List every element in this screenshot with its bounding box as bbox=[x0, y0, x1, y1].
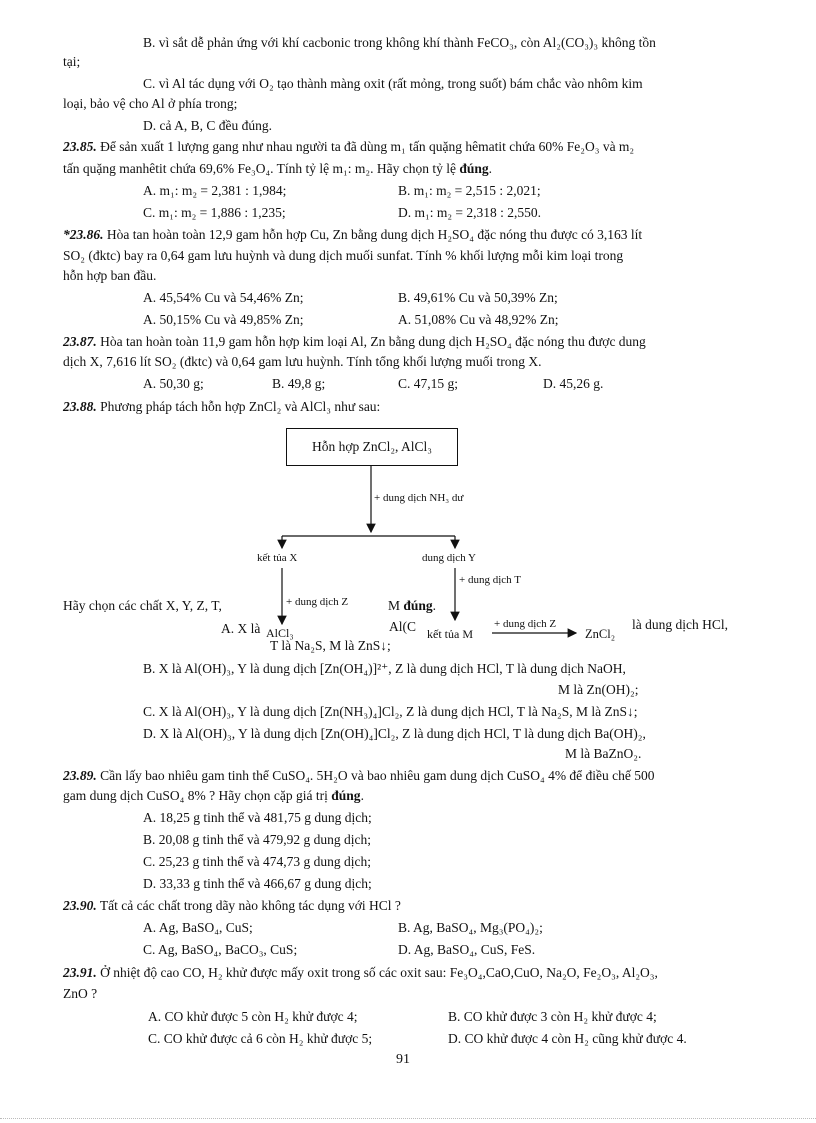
step-t-label: + dung dịch T bbox=[459, 574, 521, 586]
emphasis: đúng bbox=[459, 161, 489, 176]
question-23-90-line1 bbox=[63, 897, 401, 914]
question-23-89-line1 bbox=[63, 767, 655, 784]
answer-d-line2: M là BaZnO₂. bbox=[565, 746, 642, 761]
question-23-87-line2: dịch X, 7,616 lít SO₂ (đktc) và 0,64 gam lưu huỳnh. Tính tổng khối lượng muối trong X. bbox=[63, 354, 542, 369]
node-m-label: kết tủa M bbox=[427, 627, 473, 641]
answer-c: C. Ag, BaSO₄, BaCO₃, CuS; bbox=[143, 942, 298, 957]
answer-c: C. 47,15 g; bbox=[398, 376, 459, 391]
question-text: Phương pháp tách hỗn hợp ZnCl₂ và AlCl₃ như sau: bbox=[100, 399, 381, 414]
answer-c: C. CO khử được cả 6 còn H₂ khử được 5; bbox=[148, 1031, 373, 1046]
emphasis: đúng bbox=[403, 598, 433, 613]
alcl3-node: AlCl₃ bbox=[266, 626, 294, 640]
punct: . bbox=[360, 788, 364, 803]
mixture-label: Hỗn hợp ZnCl₂, AlCl₃ bbox=[311, 439, 433, 454]
answer-c: C. X là Al(OH)₃, Y là dung dịch [Zn(NH₃)₄]Cl₂, Z là dung dịch HCl, T là Na₂S, M là ZnS↓; bbox=[143, 704, 638, 719]
option-d: D. cả A, B, C đều đúng. bbox=[143, 118, 272, 133]
question-text: gam dung dịch CuSO₄ 8% ? Hãy chọn cặp giá trị bbox=[63, 788, 328, 803]
answer-a: A. Ag, BaSO₄, CuS; bbox=[143, 920, 253, 935]
step-nh3-label: + dung dịch NH₃ dư bbox=[374, 492, 464, 504]
answer-a-line2: T là Na₂S, M là ZnS↓; bbox=[270, 638, 391, 653]
node-x-label: kết tủa X bbox=[257, 552, 298, 564]
question-number: 23.85. bbox=[63, 139, 97, 154]
answer-c: C. 25,23 g tinh thể và 474,73 g dung dịch; bbox=[143, 854, 371, 869]
answer-a-end: là dung dịch HCl, bbox=[632, 617, 728, 632]
option-b-line1: B. vì sắt dễ phản ứng với khí cacbonic trong không khí thành FeCO₃, còn Al₂(CO₃)₃ không tồn bbox=[143, 35, 656, 50]
question-23-86-line3: hỗn hợp ban đầu. bbox=[63, 268, 157, 283]
question-number: 23.89. bbox=[63, 768, 97, 783]
question-number: 23.91. bbox=[63, 965, 97, 980]
page-number: 91 bbox=[396, 1052, 410, 1067]
question-23-89-line2 bbox=[63, 787, 364, 804]
question-23-88-prompt: Hãy chọn các chất X, Y, Z, T, bbox=[63, 598, 222, 613]
node-y-label: dung dịch Y bbox=[422, 552, 476, 564]
answer-d: D. CO khử được 4 còn H₂ cũng khử được 4. bbox=[448, 1031, 687, 1046]
question-23-91-line1 bbox=[63, 964, 658, 981]
option-c-line2: loại, bảo vệ cho Al ở phía trong; bbox=[63, 96, 238, 111]
punct: . bbox=[432, 598, 437, 613]
question-23-86-line2: SO₂ (đktc) bay ra 0,64 gam lưu huỳnh và dung dịch muối sunfat. Tính % khối lượng mỗi kim loại trong bbox=[63, 248, 624, 263]
option-c-line1: C. vì Al tác dụng với O₂ tạo thành màng oxit (rất mỏng, trong suốt) bám chắc vào nhôm kim bbox=[143, 76, 643, 91]
question-number: 23.87. bbox=[63, 334, 97, 349]
step-z-left-label: + dung dịch Z bbox=[286, 596, 349, 608]
answer-a: A. 50,30 g; bbox=[143, 376, 204, 391]
question-text: Hòa tan hoàn toàn 12,9 gam hỗn hợp Cu, Zn bằng dung dịch H₂SO₄ đặc nóng thu được có 3,163 lít bbox=[106, 227, 643, 242]
answer-a: A. m₁: m₂ = 2,381 : 1,984; bbox=[143, 183, 287, 198]
question-23-88-prompt-end bbox=[388, 597, 436, 614]
answer-d: A. 51,08% Cu và 48,92% Zn; bbox=[398, 312, 559, 327]
question-text: Cần lấy bao nhiêu gam tinh thể CuSO₄. 5H₂O và bao nhiêu gam dung dịch CuSO₄ 4% để điều chế 500 bbox=[100, 768, 655, 783]
step-z-right-label: + dung dịch Z bbox=[494, 618, 557, 630]
punct: . bbox=[488, 161, 492, 176]
answer-c: C. m₁: m₂ = 1,886 : 1,235; bbox=[143, 205, 286, 220]
bottom-divider bbox=[0, 1118, 816, 1119]
question-number: *23.86. bbox=[63, 227, 104, 242]
answer-b: B. m₁: m₂ = 2,515 : 2,021; bbox=[398, 183, 541, 198]
answer-a: A. 45,54% Cu và 54,46% Zn; bbox=[143, 290, 304, 305]
answer-a-partial: Al(C bbox=[389, 619, 416, 634]
zncl2-node: ZnCl₂ bbox=[585, 627, 616, 641]
question-text: Ở nhiệt độ cao CO, H₂ khử được mấy oxit trong số các oxit sau: Fe₃O₄,CaO,CuO, Na₂O, Fe₂O₃, Al₂O₃, bbox=[100, 965, 658, 980]
question-23-91-line2: ZnO ? bbox=[63, 986, 98, 1001]
answer-d: D. 33,33 g tinh thể và 466,67 g dung dịch; bbox=[143, 876, 372, 891]
answer-a: A. CO khử được 5 còn H₂ khử được 4; bbox=[148, 1009, 358, 1024]
answer-d-line1: D. X là Al(OH)₃, Y là dung dịch [Zn(OH)₄]Cl₂, Z là dung dịch HCl, T là dung dịch Ba(OH)₂, bbox=[143, 726, 646, 741]
question-text: Để sản xuất 1 lượng gang như nhau người ta đã dùng m₁ tấn quặng hêmatit chứa 60% Fe₂O₃ và m₂ bbox=[100, 139, 635, 154]
question-text: Tất cả các chất trong dãy nào không tác dụng với HCl ? bbox=[99, 898, 401, 913]
prompt-m: M bbox=[388, 598, 401, 613]
answer-b: B. 49,61% Cu và 50,39% Zn; bbox=[398, 290, 558, 305]
answer-a-start: A. X là bbox=[221, 621, 261, 636]
answer-a: A. 18,25 g tinh thể và 481,75 g dung dịch; bbox=[143, 810, 372, 825]
answer-d: D. Ag, BaSO₄, CuS, FeS. bbox=[398, 942, 536, 957]
answer-b: B. 20,08 g tinh thể và 479,92 g dung dịch; bbox=[143, 832, 371, 847]
answer-c: A. 50,15% Cu và 49,85% Zn; bbox=[143, 312, 304, 327]
question-number: 23.90. bbox=[63, 898, 97, 913]
question-text: tấn quặng manhêtit chứa 69,6% Fe₃O₄. Tính tỷ lệ m₁: m₂. Hãy chọn tỷ lệ bbox=[63, 161, 456, 176]
option-b-line2: tại; bbox=[63, 54, 81, 69]
answer-d: D. 45,26 g. bbox=[543, 376, 604, 391]
answer-b: B. Ag, BaSO₄, Mg₃(PO₄)₂; bbox=[398, 920, 543, 935]
answer-b-line1: B. X là Al(OH)₃, Y là dung dịch [Zn(OH₄)]²⁺, Z là dung dịch HCl, T là dung dịch NaOH, bbox=[143, 661, 626, 676]
emphasis: đúng bbox=[331, 788, 361, 803]
answer-b-line2: M là Zn(OH)₂; bbox=[558, 682, 639, 697]
answer-d: D. m₁: m₂ = 2,318 : 2,550. bbox=[398, 205, 542, 220]
question-text: Hòa tan hoàn toàn 11,9 gam hỗn hợp kim loại Al, Zn bằng dung dịch H₂SO₄ đặc nóng thu được dung bbox=[100, 334, 646, 349]
answer-b: B. CO khử được 3 còn H₂ khử được 4; bbox=[448, 1009, 657, 1024]
question-number: 23.88. bbox=[63, 399, 97, 414]
answer-b: B. 49,8 g; bbox=[272, 376, 326, 391]
